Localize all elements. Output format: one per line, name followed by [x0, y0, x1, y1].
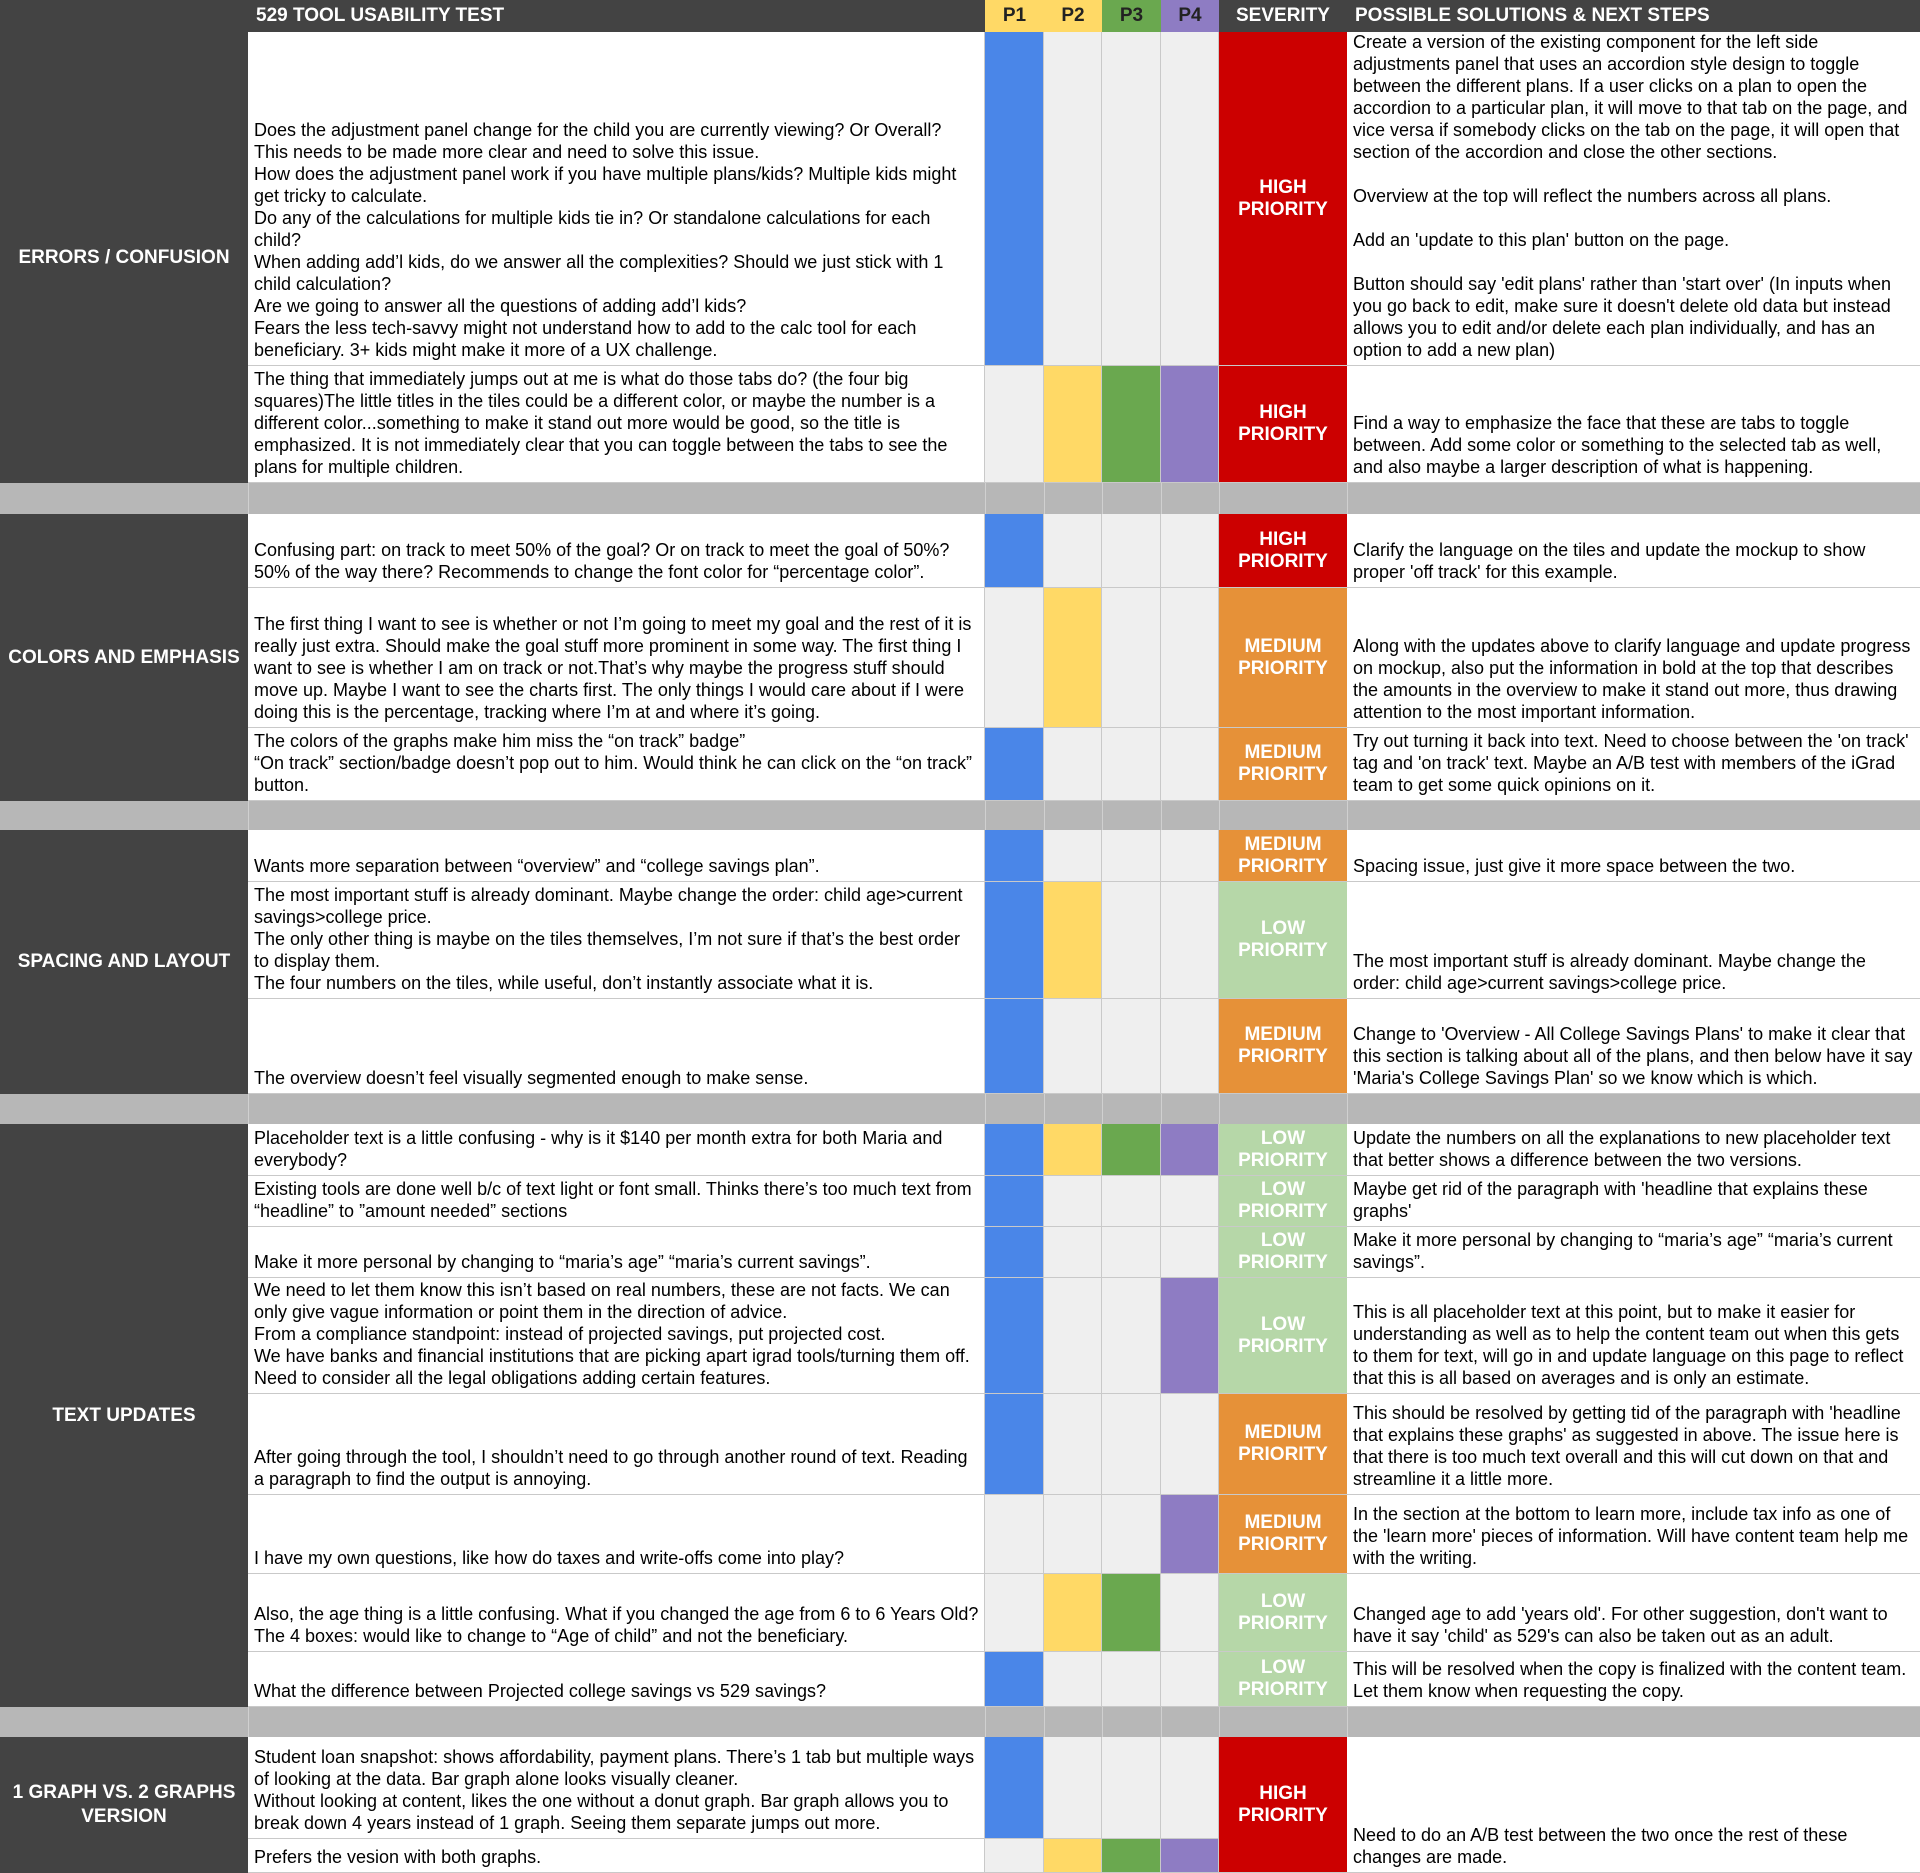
solution-text: Need to do an A/B test between the two once the rest of these changes are made.	[1347, 1737, 1920, 1873]
solution-text: Create a version of the existing component for the left side adjustments panel that uses an accordion style design to toggle between the different plans. If a user clicks on a plan to open the accordion to a particular plan, it will move to that tab on the page, and vice versa if somebody clicks on the tab on the page, it will open that section of the accordion and close the other sections. Overview at the top will reflect the numbers across all plans. Add an 'update to this plan' button on the page. Button should say 'edit plans' rather than 'start over' (In inputs when you go back to edit, make sure it doesn't delete old data but instead allows you to edit and/or delete each plan individually, and has an option to add a new plan)	[1347, 32, 1920, 366]
finding-text: Placeholder text is a little confusing - why is it $140 per month extra for both Maria and everybody?	[248, 1124, 985, 1176]
participant-p1-indicator	[985, 1737, 1044, 1839]
solution-text: Update the numbers on all the explanations to new placeholder text that better shows a difference between the two versions.	[1347, 1124, 1920, 1176]
finding-text: Existing tools are done well b/c of text light or font small. Thinks there’s too much text from “headline” to ”amount needed” sections	[248, 1176, 985, 1227]
participant-p3-indicator	[1102, 1737, 1161, 1839]
participant-p3-indicator	[1102, 514, 1161, 588]
solution-text: In the section at the bottom to learn more, include tax info as one of the 'learn more' pieces of information. Will have content team help me with the writing.	[1347, 1495, 1920, 1574]
participant-p1-indicator	[985, 514, 1044, 588]
category-errors-confusion: ERRORS / CONFUSION	[0, 32, 248, 483]
participant-p4-indicator	[1161, 1394, 1219, 1495]
participant-p4-indicator	[1161, 728, 1219, 801]
participant-p4-indicator	[1161, 830, 1219, 882]
participant-p1-indicator	[985, 1394, 1044, 1495]
participant-p1-indicator	[985, 830, 1044, 882]
sheet-title: 529 TOOL USABILITY TEST	[248, 0, 985, 32]
participant-p1-indicator	[985, 1124, 1044, 1176]
header-p4: P4	[1161, 0, 1219, 32]
participant-p2-indicator	[1044, 1652, 1102, 1707]
severity-badge-medium: MEDIUM PRIORITY	[1219, 1394, 1347, 1495]
section-separator	[0, 1094, 1920, 1124]
participant-p2-indicator	[1044, 999, 1102, 1094]
participant-p2-indicator	[1044, 1227, 1102, 1278]
participant-p4-indicator	[1161, 882, 1219, 999]
participant-p3-indicator	[1102, 1394, 1161, 1495]
solution-text: This will be resolved when the copy is finalized with the content team. Let them know when requesting the copy.	[1347, 1652, 1920, 1707]
participant-p4-indicator	[1161, 999, 1219, 1094]
solution-text: Find a way to emphasize the face that these are tabs to toggle between. Add some color or something to the selected tab as well, and also maybe a larger description of what is happening.	[1347, 366, 1920, 483]
severity-badge-low: LOW PRIORITY	[1219, 1574, 1347, 1652]
solution-text: Make it more personal by changing to “maria’s age” “maria’s current savings”.	[1347, 1227, 1920, 1278]
participant-p1-indicator	[985, 1227, 1044, 1278]
section-separator	[0, 483, 1920, 514]
severity-badge-low: LOW PRIORITY	[1219, 1652, 1347, 1707]
finding-text: Prefers the vesion with both graphs.	[248, 1839, 985, 1873]
participant-p2-indicator	[1044, 32, 1102, 366]
participant-p3-indicator	[1102, 1124, 1161, 1176]
solution-text: Try out turning it back into text. Need to choose between the 'on track' tag and 'on track' text. Maybe an A/B test with members of the iGrad team to get some quick opinions on it.	[1347, 728, 1920, 801]
solution-text: The most important stuff is already dominant. Maybe change the order: child age>current savings>college price.	[1347, 882, 1920, 999]
participant-p1-indicator	[985, 728, 1044, 801]
participant-p4-indicator	[1161, 1124, 1219, 1176]
participant-p3-indicator	[1102, 1227, 1161, 1278]
participant-p4-indicator	[1161, 1495, 1219, 1574]
solution-text: Change to 'Overview - All College Savings Plans' to make it clear that this section is talking about all of the plans, and then below have it say 'Maria's College Savings Plan' so we know which is which.	[1347, 999, 1920, 1094]
participant-p2-indicator	[1044, 1394, 1102, 1495]
participant-p1-indicator	[985, 1652, 1044, 1707]
participant-p2-indicator	[1044, 1839, 1102, 1873]
participant-p3-indicator	[1102, 588, 1161, 728]
participant-p4-indicator	[1161, 1574, 1219, 1652]
participant-p2-indicator	[1044, 1737, 1102, 1839]
participant-p4-indicator	[1161, 1652, 1219, 1707]
solution-text: Changed age to add 'years old'. For other suggestion, don't want to have it say 'child' as 529's can also be taken out as an adult.	[1347, 1574, 1920, 1652]
finding-text: Student loan snapshot: shows affordability, payment plans. There’s 1 tab but multiple ways of looking at the data. Bar graph alone looks visually cleaner. Without looking at content, likes the one without a donut graph. Bar graph allows you to break down 4 years instead of 1 graph. Seeing them separate jumps out more.	[248, 1737, 985, 1839]
category-graphs-version: 1 GRAPH VS. 2 GRAPHS VERSION	[0, 1737, 248, 1873]
participant-p1-indicator	[985, 1574, 1044, 1652]
finding-text: Make it more personal by changing to “maria’s age” “maria’s current savings”.	[248, 1227, 985, 1278]
header-p2: P2	[1044, 0, 1102, 32]
participant-p4-indicator	[1161, 32, 1219, 366]
finding-text: Confusing part: on track to meet 50% of the goal? Or on track to meet the goal of 50%? 50% of the way there? Recommends to change the font color for “percentage color”.	[248, 514, 985, 588]
participant-p1-indicator	[985, 32, 1044, 366]
participant-p2-indicator	[1044, 1124, 1102, 1176]
header-blank	[0, 0, 248, 32]
participant-p1-indicator	[985, 588, 1044, 728]
participant-p2-indicator	[1044, 728, 1102, 801]
category-spacing-layout: SPACING AND LAYOUT	[0, 830, 248, 1094]
participant-p4-indicator	[1161, 1839, 1219, 1873]
finding-text: The most important stuff is already dominant. Maybe change the order: child age>current savings>college price. The only other thing is maybe on the tiles themselves, I’m not sure if that’s the best order to display them. The four numbers on the tiles, while useful, don’t instantly associate what it is.	[248, 882, 985, 999]
finding-text: After going through the tool, I shouldn’t need to go through another round of text. Reading a paragraph to find the output is annoying.	[248, 1394, 985, 1495]
finding-text: The colors of the graphs make him miss the “on track” badge” “On track” section/badge doesn’t pop out to him. Would think he can click on the “on track” button.	[248, 728, 985, 801]
section-separator	[0, 1707, 1920, 1737]
severity-badge-low: LOW PRIORITY	[1219, 1176, 1347, 1227]
severity-badge-medium: MEDIUM PRIORITY	[1219, 999, 1347, 1094]
participant-p3-indicator	[1102, 1278, 1161, 1394]
finding-text: The thing that immediately jumps out at me is what do those tabs do? (the four big squares)The little titles in the tiles could be a different color, or maybe the number is a different color...something to make it stand out more would be good, so the title is emphasized. It is not immediately clear that you can toggle between the tabs to see the plans for multiple children.	[248, 366, 985, 483]
participant-p4-indicator	[1161, 588, 1219, 728]
participant-p3-indicator	[1102, 830, 1161, 882]
category-text-updates: TEXT UPDATES	[0, 1124, 248, 1707]
participant-p3-indicator	[1102, 32, 1161, 366]
participant-p4-indicator	[1161, 1278, 1219, 1394]
participant-p2-indicator	[1044, 1495, 1102, 1574]
category-colors-emphasis: COLORS AND EMPHASIS	[0, 514, 248, 801]
participant-p3-indicator	[1102, 1176, 1161, 1227]
participant-p1-indicator	[985, 999, 1044, 1094]
solution-text: Along with the updates above to clarify language and update progress on mockup, also put the information in bold at the top that describes the amounts in the overview to make it stand out more, thus drawing attention to the most important information.	[1347, 588, 1920, 728]
header-p1: P1	[985, 0, 1044, 32]
participant-p2-indicator	[1044, 588, 1102, 728]
finding-text: I have my own questions, like how do taxes and write-offs come into play?	[248, 1495, 985, 1574]
severity-badge-high: HIGH PRIORITY	[1219, 366, 1347, 483]
participant-p2-indicator	[1044, 830, 1102, 882]
severity-badge-high: HIGH PRIORITY	[1219, 514, 1347, 588]
participant-p3-indicator	[1102, 882, 1161, 999]
participant-p2-indicator	[1044, 1574, 1102, 1652]
participant-p3-indicator	[1102, 1574, 1161, 1652]
finding-text: The overview doesn’t feel visually segmented enough to make sense.	[248, 999, 985, 1094]
solution-text: Spacing issue, just give it more space between the two.	[1347, 830, 1920, 882]
section-separator	[0, 801, 1920, 830]
participant-p4-indicator	[1161, 1176, 1219, 1227]
participant-p1-indicator	[985, 1278, 1044, 1394]
severity-badge-high: HIGH PRIORITY	[1219, 1737, 1347, 1873]
severity-badge-low: LOW PRIORITY	[1219, 1124, 1347, 1176]
severity-badge-medium: MEDIUM PRIORITY	[1219, 588, 1347, 728]
header-p3: P3	[1102, 0, 1161, 32]
header-severity: SEVERITY	[1219, 0, 1347, 32]
finding-text: We need to let them know this isn’t based on real numbers, these are not facts. We can only give vague information or point them in the direction of advice. From a compliance standpoint: instead of projected savings, put projected cost. We have banks and financial institutions that are picking apart igrad tools/turning them off. Need to consider all the legal obligations adding certain features.	[248, 1278, 985, 1394]
participant-p2-indicator	[1044, 882, 1102, 999]
solution-text: This is all placeholder text at this point, but to make it easier for understanding as well as to help the content team out when this gets to them for text, will go in and update language on this page to reflect that this is all based on averages and is only an estimate.	[1347, 1278, 1920, 1394]
participant-p4-indicator	[1161, 366, 1219, 483]
participant-p2-indicator	[1044, 1278, 1102, 1394]
participant-p4-indicator	[1161, 1737, 1219, 1839]
solution-text: Clarify the language on the tiles and update the mockup to show proper 'off track' for this example.	[1347, 514, 1920, 588]
participant-p4-indicator	[1161, 1227, 1219, 1278]
severity-badge-medium: MEDIUM PRIORITY	[1219, 728, 1347, 801]
participant-p1-indicator	[985, 1495, 1044, 1574]
participant-p2-indicator	[1044, 514, 1102, 588]
participant-p3-indicator	[1102, 1495, 1161, 1574]
severity-badge-medium: MEDIUM PRIORITY	[1219, 830, 1347, 882]
finding-text: Also, the age thing is a little confusing. What if you changed the age from 6 to 6 Years Old? The 4 boxes: would like to change to “Age of child” and not the beneficiary.	[248, 1574, 985, 1652]
participant-p1-indicator	[985, 366, 1044, 483]
finding-text: Does the adjustment panel change for the child you are currently viewing? Or Overall? This needs to be made more clear and need to solve this issue. How does the adjustment panel work if you have multiple plans/kids? Multiple kids might get tricky to calculate. Do any of the calculations for multiple kids tie in? Or standalone calculations for each child? When adding add’l kids, do we answer all the complexities? Should we just stick with 1 child calculation? Are we going to answer all the questions of adding add’l kids? Fears the less tech-savvy might not understand how to add to the calc tool for each beneficiary. 3+ kids might make it more of a UX challenge.	[248, 32, 985, 366]
finding-text: What the difference between Projected college savings vs 529 savings?	[248, 1652, 985, 1707]
participant-p1-indicator	[985, 1839, 1044, 1873]
severity-badge-low: LOW PRIORITY	[1219, 1278, 1347, 1394]
finding-text: Wants more separation between “overview” and “college savings plan”.	[248, 830, 985, 882]
finding-text: The first thing I want to see is whether or not I’m going to meet my goal and the rest of it is really just extra. Should make the goal stuff more prominent in some way. The first thing I want to see is whether I am on track or not.That’s why maybe the progress stuff should move up. Maybe I want to see the charts first. The only things I would care about if I were doing this is the percentage, tracking where I’m at and where it’s going.	[248, 588, 985, 728]
severity-badge-low: LOW PRIORITY	[1219, 1227, 1347, 1278]
participant-p3-indicator	[1102, 728, 1161, 801]
header-solutions: POSSIBLE SOLUTIONS & NEXT STEPS	[1347, 0, 1920, 32]
participant-p1-indicator	[985, 1176, 1044, 1227]
participant-p3-indicator	[1102, 366, 1161, 483]
solution-text: This should be resolved by getting tid of the paragraph with 'headline that explains these graphs' as suggested in above. The issue here is that there is too much text overall and this will cut down on that and streamline it a little more.	[1347, 1394, 1920, 1495]
participant-p3-indicator	[1102, 1839, 1161, 1873]
participant-p1-indicator	[985, 882, 1044, 999]
solution-text: Maybe get rid of the paragraph with 'headline that explains these graphs'	[1347, 1176, 1920, 1227]
participant-p3-indicator	[1102, 1652, 1161, 1707]
participant-p2-indicator	[1044, 1176, 1102, 1227]
severity-badge-high: HIGH PRIORITY	[1219, 32, 1347, 366]
participant-p4-indicator	[1161, 514, 1219, 588]
participant-p3-indicator	[1102, 999, 1161, 1094]
severity-badge-medium: MEDIUM PRIORITY	[1219, 1495, 1347, 1574]
participant-p2-indicator	[1044, 366, 1102, 483]
severity-badge-low: LOW PRIORITY	[1219, 882, 1347, 999]
